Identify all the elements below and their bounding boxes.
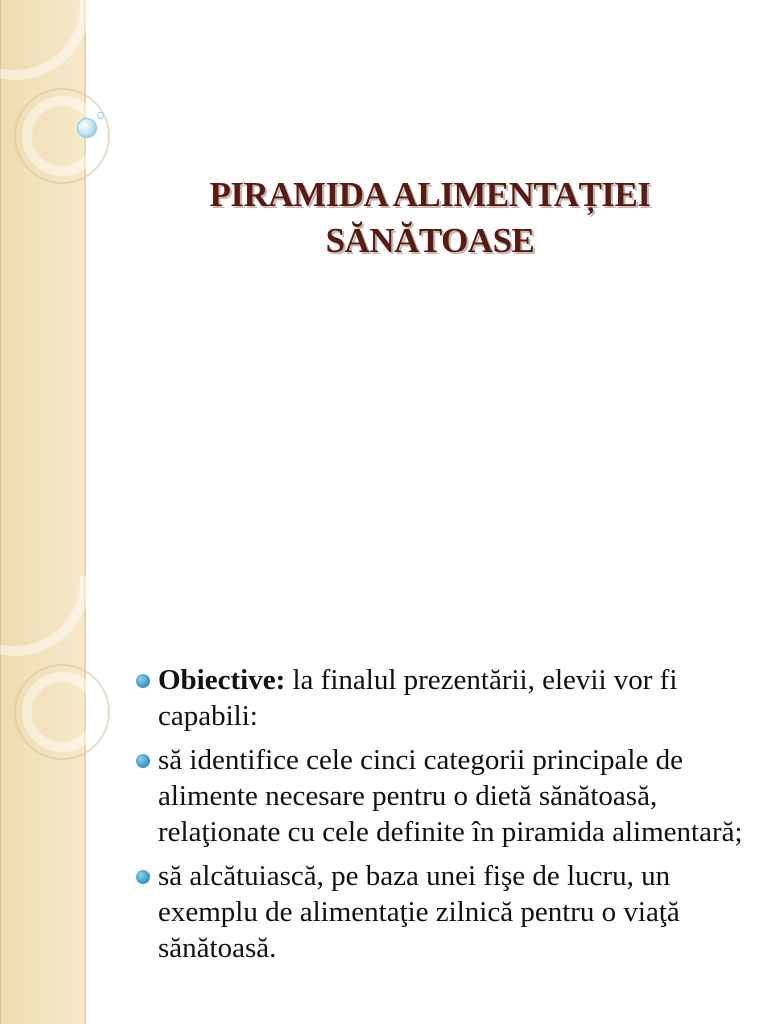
title-line-1: PIRAMIDA ALIMENTAȚIEI [209, 175, 651, 214]
title-line-2: SĂNĂTOASE [325, 221, 535, 260]
band-edge [84, 576, 86, 1024]
slide-title [130, 172, 730, 264]
objectives-intro: la finalul prezentării, elevii vor fi capabili: [158, 664, 678, 732]
objective-text: să alcătuiască, pe baza unei fişe de lucru, un exemplu de alimentaţie zilnică pentru o viaţă sănătoasă. [158, 860, 680, 964]
bubble-icon [77, 118, 97, 138]
objective-text: să identifice cele cinci categorii principale de alimente necesare pentru o dietă sănătoasă, relaţionate cu cele definite în piramida alimentară; [158, 744, 743, 848]
bullet-icon [136, 674, 150, 688]
ring-circle-icon [22, 672, 102, 752]
list-item [130, 858, 760, 966]
bullet-icon [136, 870, 150, 884]
bubble-icon [97, 112, 104, 119]
objectives-colon: : [275, 664, 286, 696]
band-border-line [0, 0, 1, 576]
list-item [130, 742, 760, 850]
band-edge [84, 0, 86, 576]
objectives-list [130, 662, 760, 974]
objectives-slide [0, 576, 768, 1024]
decorative-side-band [0, 0, 84, 576]
list-item [130, 662, 760, 734]
objectives-label: Obiective [158, 664, 276, 696]
bullet-icon [136, 754, 150, 768]
